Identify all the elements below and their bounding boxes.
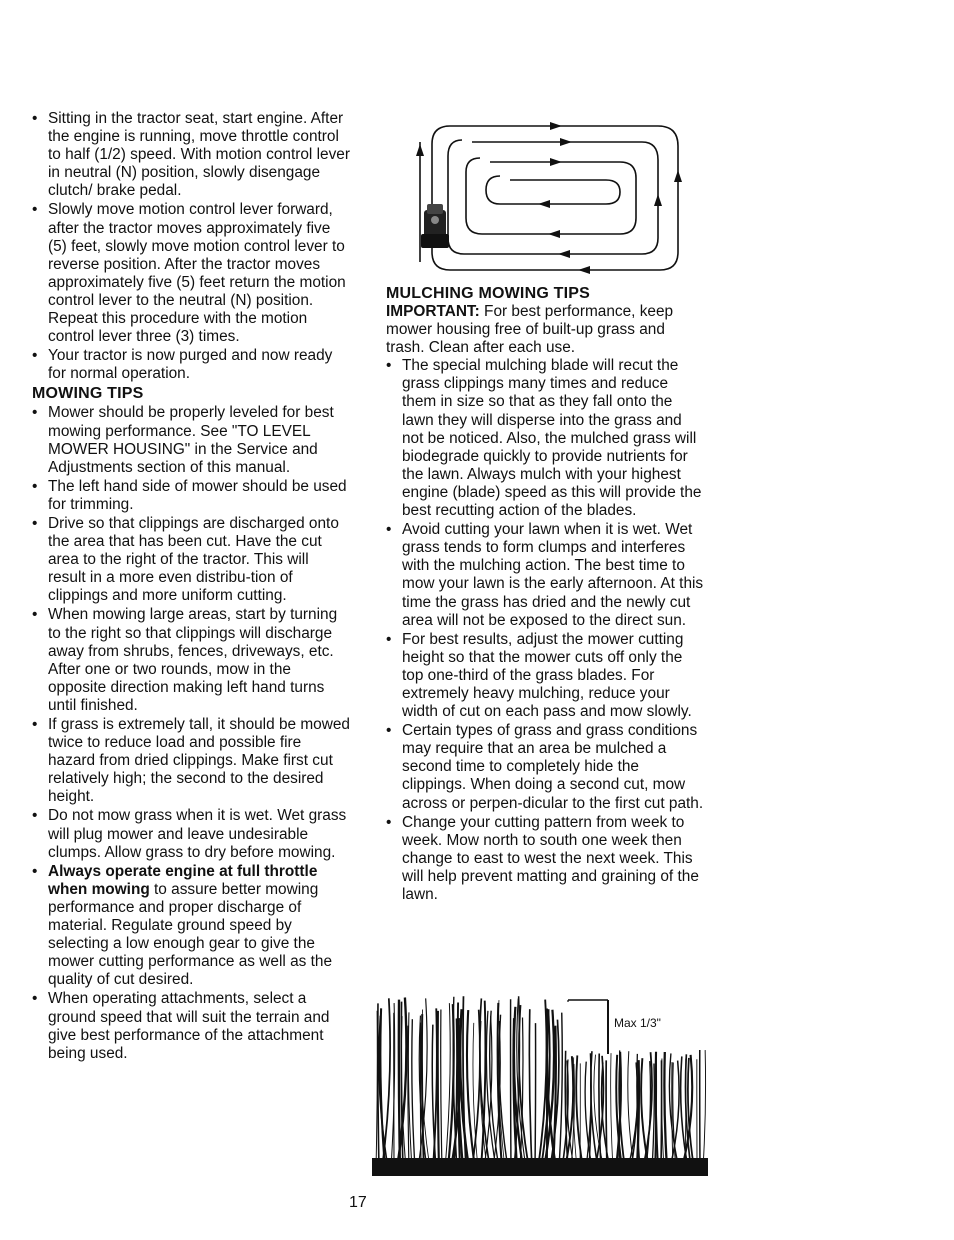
mulching-tips-list (386, 357, 706, 904)
list-item: • Certain types of grass and grass conditions may require that an area be mulched a second time to completely hide the clippings. When doing a second cut, mow across or perpen-dicular to the first cut path. (386, 722, 706, 812)
list-item: • The left hand side of mower should be used for trimming. (32, 478, 350, 514)
list-item: • Change your cutting pattern from week to week. Mow north to south one week then change to east to west the next week. This will help prevent matting and graining of the lawn. (386, 814, 706, 904)
mulching-tips-heading: MULCHING MOWING TIPS (386, 285, 590, 302)
list-item: • Drive so that clippings are discharged onto the area that has been cut. Have the cut area to the right of the tractor. This will result in a more even distribu-tion of clippings and more uniform cutting. (32, 515, 350, 605)
list-item: • Slowly move motion control lever forward, after the tractor moves approximately five (5) feet, slowly move motion control lever to reverse position. After the tractor moves approximately five (5) feet return the motion control lever to the neutral (N) position. Repeat this procedure with the motion control lever three (3) times. (32, 201, 350, 346)
list-item: • Avoid cutting your lawn when it is wet. Wet grass tends to form clumps and interferes with the mulching action. The best time to mow your lawn is the early afternoon. At this time the grass has dried and the newly cut area will not be exposed to the direct sun. (386, 521, 706, 630)
full-throttle-text: to assure better mowing performance and proper discharge of material. Regulate ground speed by selecting a low enough gear to give the mower cutting performance as well as the quality of cut desired. (48, 880, 332, 989)
list-item (32, 863, 350, 990)
list-item: • Sitting in the tractor seat, start engine. After the engine is running, move throttle control to half (1/2) speed. With motion control lever in neutral (N) position, slowly disengage clutch/ brake pedal. (32, 110, 350, 200)
mowing-tips-heading: MOWING TIPS (32, 385, 144, 403)
list-item: • The special mulching blade will recut the grass clippings many times and reduce them in size so that as they fall onto the lawn they will disperse into the grass and not be noticed. Also, the mulched grass will biodegrade quickly to provide nutrients for the lawn. Always mulch with your highest engine (blade) speed as this will provide the best recutting action of the blades. (386, 357, 706, 520)
list-item: • When mowing large areas, start by turning to the right so that clippings will discharge away from shrubs, fences, driveways, etc. After one or two rounds, mow in the opposite direction making left hand turns until finished. (32, 606, 350, 715)
list-item: • If grass is extremely tall, it should be mowed twice to reduce load and possible fire hazard from dried clippings. Make first cut relatively high; the second to the desired height. (32, 716, 350, 806)
left-column (32, 110, 350, 1064)
list-item: • For best results, adjust the mower cutting height so that the mower cuts off only the top one-third of the grass blades. For extremely heavy mulching, reduce your width of cut on each pass and mow slowly. (386, 631, 706, 721)
page-number: 17 (349, 1194, 367, 1211)
important-label: IMPORTANT: (386, 303, 480, 320)
max-cut-label: Max 1/3" (614, 1016, 661, 1030)
full-throttle-warning: Always operate engine at full throttle when mowing (48, 862, 318, 898)
purge-procedure-list (32, 110, 350, 383)
tractor-icon (421, 204, 449, 248)
important-text: For best performance, keep mower housing free of built-up grass and trash. Clean after each use. (386, 303, 674, 357)
grass-cutting-height-illustration (372, 992, 708, 1176)
list-item: • When operating attachments, select a ground speed that will suit the terrain and give best performance of the attachment being used. (32, 990, 350, 1062)
right-column (386, 284, 706, 905)
important-note (386, 303, 706, 357)
mowing-pattern-diagram (410, 112, 690, 277)
mowing-tips-list (32, 404, 350, 1062)
list-item: • Do not mow grass when it is wet. Wet grass will plug mower and leave undesirable clumps. Allow grass to dry before mowing. (32, 807, 350, 861)
list-item: • Your tractor is now purged and now ready for normal operation. (32, 347, 350, 383)
list-item: • Mower should be properly leveled for best mowing performance. See "TO LEVEL MOWER HOUSING" in the Service and Adjustments section of this manual. (32, 404, 350, 476)
